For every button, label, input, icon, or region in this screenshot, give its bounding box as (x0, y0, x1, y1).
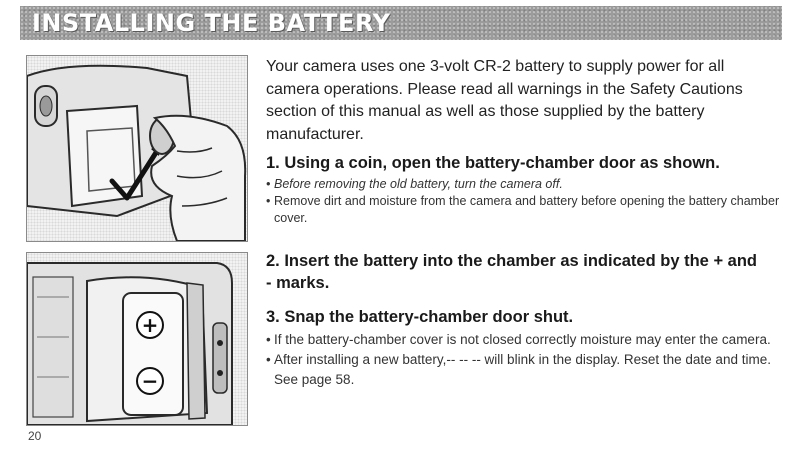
step-3-note-2: • After installing a new battery,-- -- -- will blink in the display. Reset the date and time. See page 58. (266, 350, 781, 390)
step-1-note-2: • Remove dirt and moisture from the camera and battery before opening the battery chamber cover. (266, 193, 781, 227)
battery-plus-mark: + (141, 313, 159, 337)
intro-paragraph: Your camera uses one 3-volt CR-2 battery to supply power for all camera operations. Please read all warnings in the Safety Cautions section of this manual as well as those supplied by the battery manufacturer. (266, 58, 743, 143)
step-3-title: 3. Snap the battery-chamber door shut. (266, 308, 574, 326)
page-title: INSTALLING THE BATTERY (32, 9, 391, 37)
step-1 (266, 152, 781, 227)
page-number: 20 (28, 429, 42, 443)
step-3-notes (266, 330, 781, 390)
illustration-battery-in-chamber (27, 253, 247, 425)
step-3 (266, 306, 781, 390)
section-header (20, 6, 782, 40)
step-2 (266, 250, 766, 294)
step-3-note-1: • If the battery-chamber cover is not closed correctly moisture may enter the camera. (266, 330, 781, 350)
step-1-title: 1. Using a coin, open the battery-chamber door as shown. (266, 154, 720, 172)
step-1-notes (266, 176, 781, 227)
battery-minus-mark: − (141, 369, 159, 393)
figure-battery-chamber (26, 252, 248, 426)
step-1-note-1: • Before removing the old battery, turn the camera off. (266, 176, 781, 193)
illustration-coin-opening-door (27, 56, 247, 241)
step-2-title: 2. Insert the battery into the chamber as indicated by the + and - marks. (266, 252, 757, 292)
figure-open-battery-door (26, 55, 248, 242)
